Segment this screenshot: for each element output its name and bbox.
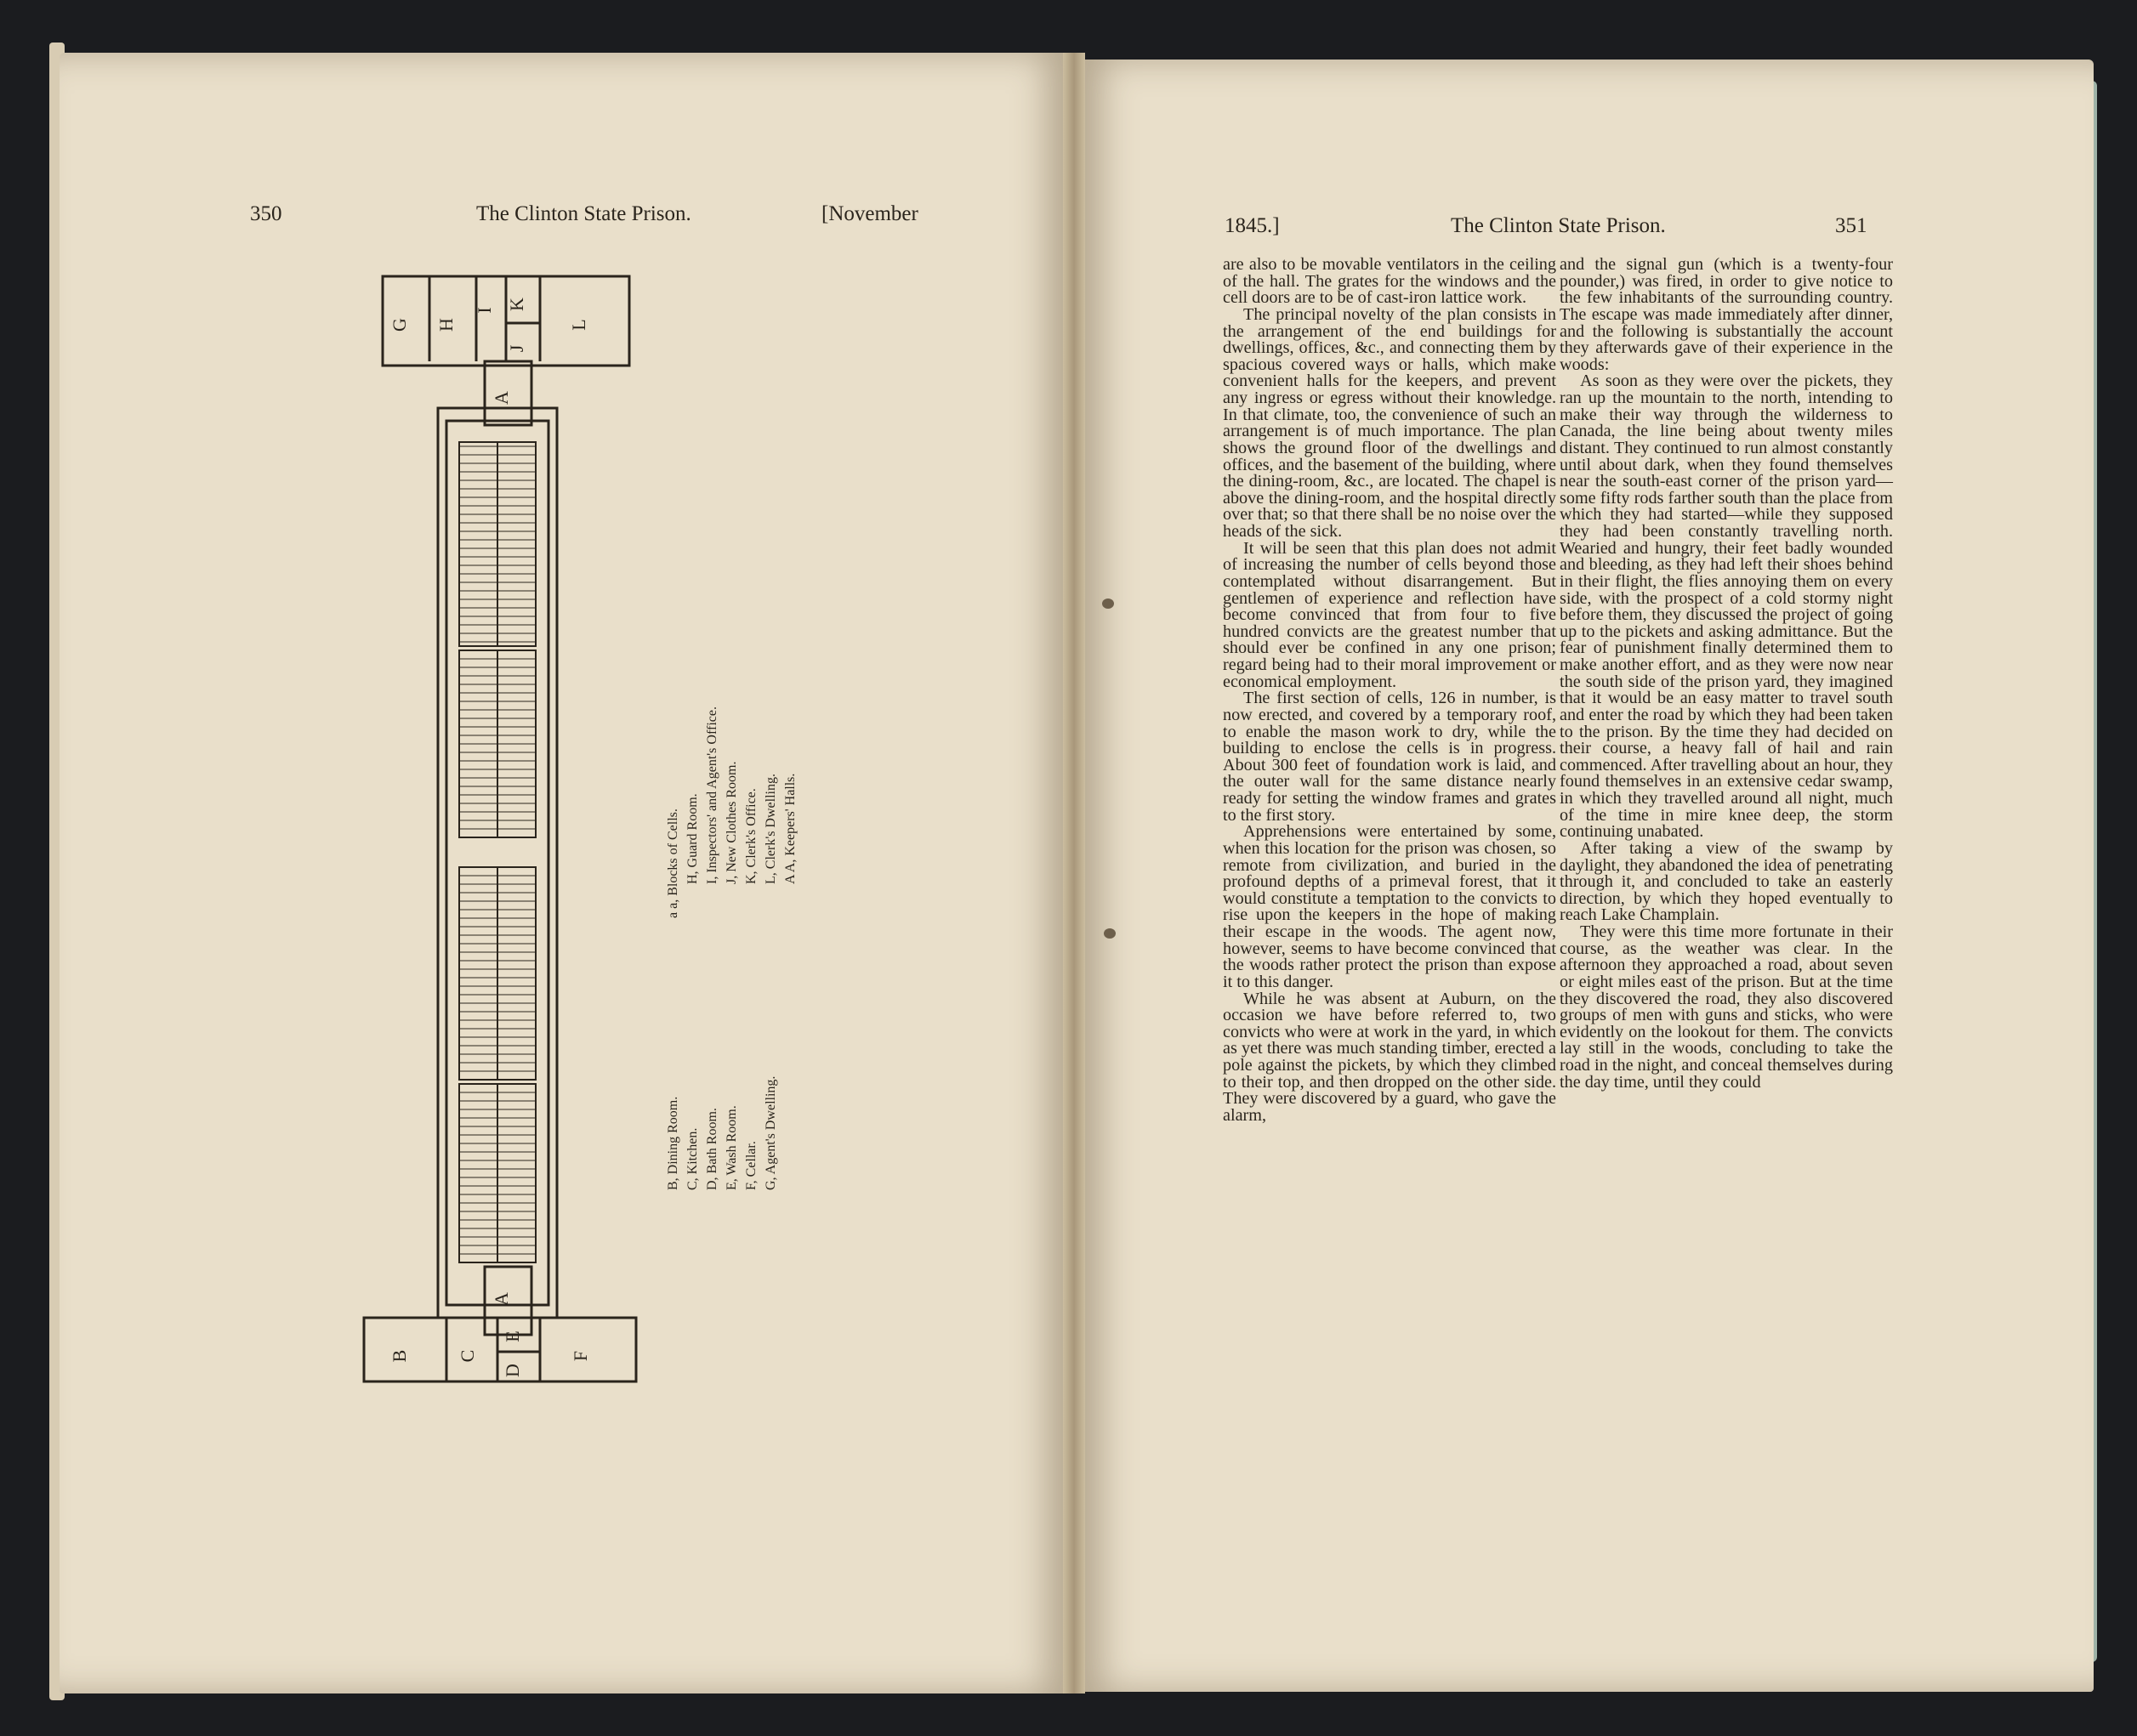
paragraph: They were this time more fortunate in their course, as the weather was clear. In the afternoon they approached a road, about seven or eight miles east of the prison. But at the time they discovered the road, they also discovered groups of men with guns and sticks, who were evidently on the lookout for them. The convicts lay still in the woods, concluding to take the road in the night, and conceal themselves during the day time, until they could [1560,922,1893,1092]
text-column-right [1560,257,1893,1091]
legend-line: D, Bath Room. [705,1108,719,1190]
plan-label-f: F [570,1350,591,1362]
legend-line: F, Cellar. [744,1141,759,1190]
legend-line: J, New Clothes Room. [725,761,739,884]
text-column-left [1223,257,1556,1125]
left-month: [November [821,202,918,225]
paragraph: The principal novelty of the plan consists in the arrangement of the end buildings for dwellings, offices, &c., and connecting them by spacious covered ways or halls, which make convenient halls for the keepers, and prevent any ingress or egress without their knowledge. In that climate, too, the convenience of such an arrangement is of much importance. The plan shows the ground floor of the dwellings and offices, and the basement of the building, where the dining-room, &c., are located. The chapel is above the dining-room, and the hospital directly over that; so that there shall be no noise over the heads of the sick. [1223,304,1556,541]
legend-line: H, Guard Room. [685,793,700,884]
plan-label-l: L [568,319,589,331]
legend-line: C, Kitchen. [685,1127,700,1190]
legend-line: a a, Blocks of Cells. [666,808,680,918]
paragraph: and the signal gun (which is a twenty-four pounder,) was fired, in order to give notice to the few inhabitants of the surrounding country. The escape was made immediately after dinner, and the following is substantially the account they afterwards gave of their experience in the woods: [1560,255,1893,374]
left-running-title: The Clinton State Prison. [476,202,691,225]
legend-line: K, Clerk's Office. [744,788,759,884]
right-running-title: The Clinton State Prison. [1451,214,1666,237]
legend-line: G, Agent's Dwelling. [764,1075,778,1190]
plan-label-k: K [506,298,527,311]
paragraph: Apprehensions were entertained by some, when this location for the prison was chosen, so remote from civilization, and buried in the profound depths of a primeval forest, that it would constitute a temptation to the convicts to rise upon the keepers in the hope of making their escape in the woods. The agent now, however, seems to have become convinced that the woods rather protect the prison than expose it to this danger. [1223,822,1556,991]
paragraph: are also to be movable ventilators in the ceiling of the hall. The grates for the windows and the cell doors are to be of cast-iron lattice work. [1223,255,1556,308]
legend-line: E, Wash Room. [725,1105,739,1190]
legend-line: B, Dining Room. [666,1096,680,1190]
right-page-year: 1845.] [1225,214,1280,237]
plan-label-d: D [502,1364,523,1377]
plan-legend-rooms [663,1076,781,1190]
paragraph: It will be seen that this plan does not admit of increasing the number of cells beyond those contemplated without disarrangement. But gentlemen of experience and reflection have become convinced that from four to five hundred convicts are the greatest number that should ever be confined in any one prison; regard being had to their moral improvement or economical employment. [1223,538,1556,691]
paragraph: The first section of cells, 126 in number, is now erected, and covered by a temporary roof, to enable the mason work to dry, while the building to enclose the cells is in progress. About 300 feet of foundation work is laid, and the outer wall for the same distance nearly ready for setting the window frames and grates to the first story. [1223,689,1556,825]
binding-hole [1104,928,1116,939]
plan-label-g: G [389,318,410,332]
right-page-number: 351 [1835,214,1867,237]
plan-label-hall-bottom: A [491,1292,512,1306]
plan-label-c: C [457,1349,478,1363]
binding-hole [1102,599,1114,609]
prison-floor-plan [357,272,638,1386]
plan-label-e: E [502,1330,523,1342]
left-page-number: 350 [250,202,282,225]
plan-label-i: I [474,307,495,314]
plan-label-b: B [389,1349,410,1363]
book-gutter [1063,53,1085,1693]
plan-label-h: H [435,318,457,332]
paragraph: After taking a view of the swamp by daylight, they abandoned the idea of penetrating through it, and concluded to take an easterly direction, by which they hoped eventually to reach Lake Champlain. [1560,838,1893,925]
legend-line: I, Inspectors' and Agent's Office. [705,706,719,884]
plan-label-hall-top: A [491,391,512,405]
plan-legend-cells [663,706,800,918]
legend-line: L, Clerk's Dwelling. [764,774,778,884]
plan-label-j: J [506,344,527,353]
paragraph: While he was absent at Auburn, on the occasion we have before referred to, two convicts who were at work in the yard, in which as yet there was much standing timber, erected a pole against the pickets, by which they climbed to their top, and then dropped on the other side. They were discovered by a guard, who gave the alarm, [1223,989,1556,1125]
paragraph: As soon as they were over the pickets, they ran up the mountain to the north, intending to make their way through the wilderness to Canada, the line being about twenty miles distant. They continued to run almost constantly until about dark, when they found themselves near the south-east corner of the prison yard—some fifty rods farther south than the place from which they had started—while they supposed they had been constantly travelling north. Wearied and hungry, their feet badly wounded and bleeding, as they had left their shoes behind in their flight, the flies annoying them on every side, with the prospect of a cold stormy night before them, they discussed the project of going up to the pickets and asking admittance. But the fear of punishment finally determined them to make another effort, and as they were now near the south side of the prison yard, they imagined that it would be an easy matter to travel south and enter the road by which they had been taken to the prison. By the time they had decided on their course, a heavy fall of hail and rain commenced. After travelling about an hour, they found themselves in an extensive cedar swamp, in which they travelled around all night, much of the time in mire knee deep, the storm continuing unabated. [1560,372,1893,842]
legend-line: A A, Keepers' Halls. [783,773,798,884]
